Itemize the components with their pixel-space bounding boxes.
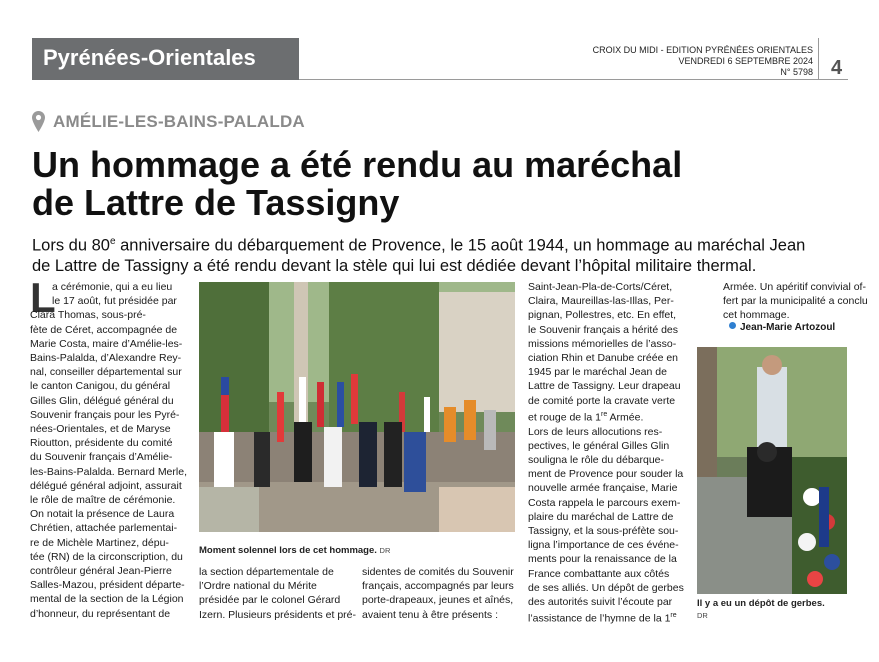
body-line: nouvelle armée française, Marie (528, 482, 678, 495)
paragraph (528, 425, 685, 610)
map-pin-icon (32, 111, 45, 132)
body-line: l’assistance de l’hymne de la 1 (528, 612, 671, 625)
headline-line: Un hommage a été rendu au maréchal (32, 144, 683, 185)
body-line: Chrétien, attachée parlementai- (30, 522, 178, 535)
body-line: et rouge de la 1 (528, 411, 601, 424)
body-line: de comité porte la cravate verte (528, 394, 676, 407)
body-line: porte-drapeaux, jeunes et aînés, (362, 594, 514, 607)
body-line: fert par la municipalité a conclu (723, 295, 868, 308)
lead-text: de Lattre de Tassigny a été rendu devant la stèle qui lui est dédiée devant l’hôpital militaire thermal. (32, 256, 757, 275)
lead-superscript: e (109, 236, 116, 247)
body-line: Armée. (607, 411, 644, 424)
body-column-4 (528, 280, 685, 626)
body-column-3 (362, 565, 514, 622)
body-line: le rôle de maître de cérémonie. (30, 494, 176, 507)
body-line: Gilles Glin, délégué général du (30, 394, 174, 407)
caption-text: Moment solennel lors de cet hommage. (199, 545, 377, 556)
body-line: Saint-Jean-Pla-de-Corts/Céret, (528, 281, 673, 293)
lead-paragraph (32, 232, 852, 276)
publication-date: VENDREDI 6 SEPTEMBRE 2024 (678, 56, 813, 66)
publication-name: CROIX DU MIDI - EDITION PYRÉNÉES ORIENTALES (592, 45, 813, 55)
body-line: souligna le rôle du débarque- (528, 453, 665, 466)
author-byline (729, 322, 835, 333)
location-name: AMÉLIE-LES-BAINS-PALALDA (53, 111, 305, 131)
body-line: cet hommage. (723, 309, 790, 322)
photo-credit: DR (379, 546, 391, 555)
body-line: fète de Céret, accompagnée de (30, 323, 178, 336)
body-line: d’honneur, du représentant de (30, 607, 171, 620)
body-column-5 (723, 280, 868, 323)
superscript: re (670, 612, 677, 620)
body-line: ciation Rhin et Danube créée en (528, 352, 679, 365)
section-banner (32, 38, 299, 80)
body-line: présidée par le colonel Gérard (199, 594, 341, 607)
body-line: Izern. Plusieurs présidents et pré- (199, 608, 356, 621)
header-rule (299, 79, 848, 80)
ceremony-photo-illustration (199, 282, 515, 532)
photo-caption-1 (199, 545, 390, 556)
photo-credit: DR (697, 611, 708, 620)
headline-line: de Lattre de Tassigny (32, 182, 400, 223)
issue-number: N° 5798 (780, 67, 813, 77)
body-column-1 (30, 274, 188, 621)
superscript: re (600, 410, 608, 418)
ceremony-photo (199, 282, 515, 532)
body-line: nées-Orientales, et de Maryse (30, 423, 171, 436)
body-line: le canton Canigou, du général (30, 380, 171, 393)
body-line: du Souvenir français d’Amélie- (30, 451, 173, 464)
body-line: Marie Costa, maire d’Amélie-les- (30, 337, 183, 350)
body-line: des autorités suivit l’écoute par (528, 595, 673, 608)
publication-info (593, 45, 813, 78)
body-line: contrôleur général Jean-Pierre (30, 565, 172, 578)
author-bullet-icon (729, 322, 736, 329)
body-line: ligna l’importance de ces événe- (528, 539, 679, 552)
author-name: Jean-Marie Artozoul (740, 322, 836, 333)
body-line: France combattante aux côtés (528, 567, 670, 580)
body-line: plaire du maréchal de Lattre de (528, 510, 674, 523)
body-line: l’Ordre national du Mérite (199, 580, 317, 593)
body-line: Salles-Mazou, président départe- (30, 579, 185, 592)
caption-text: Il y a eu un dépôt de gerbes. (697, 598, 825, 609)
body-line: re de Michèle Martinez, dépu- (30, 536, 169, 549)
body-line: les-Bains-Palalda. Bernard Merle, (30, 465, 187, 478)
body-line: ment de Provence pour souder la (528, 468, 684, 481)
headline (32, 146, 832, 222)
body-line: nal, conseiller départemental sur (30, 366, 182, 379)
body-column-2 (199, 565, 356, 622)
body-line: Armée. Un apéritif convivial of- (723, 281, 866, 293)
body-line: tée (RN) de la circonscription, du (30, 550, 183, 563)
body-line: délégué général adjoint, assurait (30, 479, 182, 492)
body-line: Tassigny, et la sous-préfète sou- (528, 524, 679, 537)
body-line: le Souvenir français a hérité des (528, 323, 678, 336)
body-line: mental de la section de la Légion (30, 593, 184, 606)
body-line: pignan, Pollestres, etc. En effet, (528, 309, 677, 322)
paragraph (528, 280, 685, 408)
wreath-photo (697, 347, 847, 594)
body-line: On notait la présence de Laura (30, 508, 175, 521)
body-line: pectives, le général Gilles Glin (528, 439, 670, 452)
body-line: Claira, Maureillas-las-Illas, Per- (528, 295, 674, 308)
page-number: 4 (831, 57, 843, 79)
body-line: Lors de leurs allocutions res- (528, 425, 663, 438)
photo-caption-2 (697, 598, 857, 622)
header-separator (818, 38, 819, 80)
body-line: le 17 août, fut présidée par (52, 295, 177, 308)
body-line: missions mémorielles de l’asso- (528, 337, 677, 350)
body-line: 1945 par le maréchal Jean de (528, 366, 667, 379)
body-line: ments pour la renaissance de la (528, 553, 677, 566)
section-title: Pyrénées-Orientales (43, 45, 256, 70)
body-line: de ses alliés. Un dépôt de gerbes (528, 581, 684, 594)
body-line: Costa rappela le parcours exem- (528, 496, 681, 509)
body-line: Clara Thomas, sous-pré- (30, 309, 146, 322)
drop-cap: L (30, 274, 56, 321)
location-line (32, 111, 305, 132)
body-line: Souvenir français pour les Pyré- (30, 408, 180, 421)
wreath-photo-illustration (697, 347, 847, 594)
lead-text: Lors du 80 (32, 236, 110, 255)
lead-text: anniversaire du débarquement de Provence, le 15 août 1944, un hommage au maréchal Jean (115, 236, 806, 255)
body-line: a cérémonie, qui a eu lieu (52, 281, 173, 293)
body-line: Rioutton, présidente du comité (30, 437, 173, 450)
body-line: avaient tenu à être présents : (362, 608, 499, 621)
body-line: Bains-Palalda, d’Alexandre Rey- (30, 352, 182, 365)
body-line: français, accompagnés par leurs (362, 580, 514, 593)
body-line: Lattre de Tassigny. Leur drapeau (528, 380, 681, 393)
body-line: la section départementale de (199, 566, 334, 578)
body-line: sidentes de comités du Souvenir (362, 566, 514, 578)
